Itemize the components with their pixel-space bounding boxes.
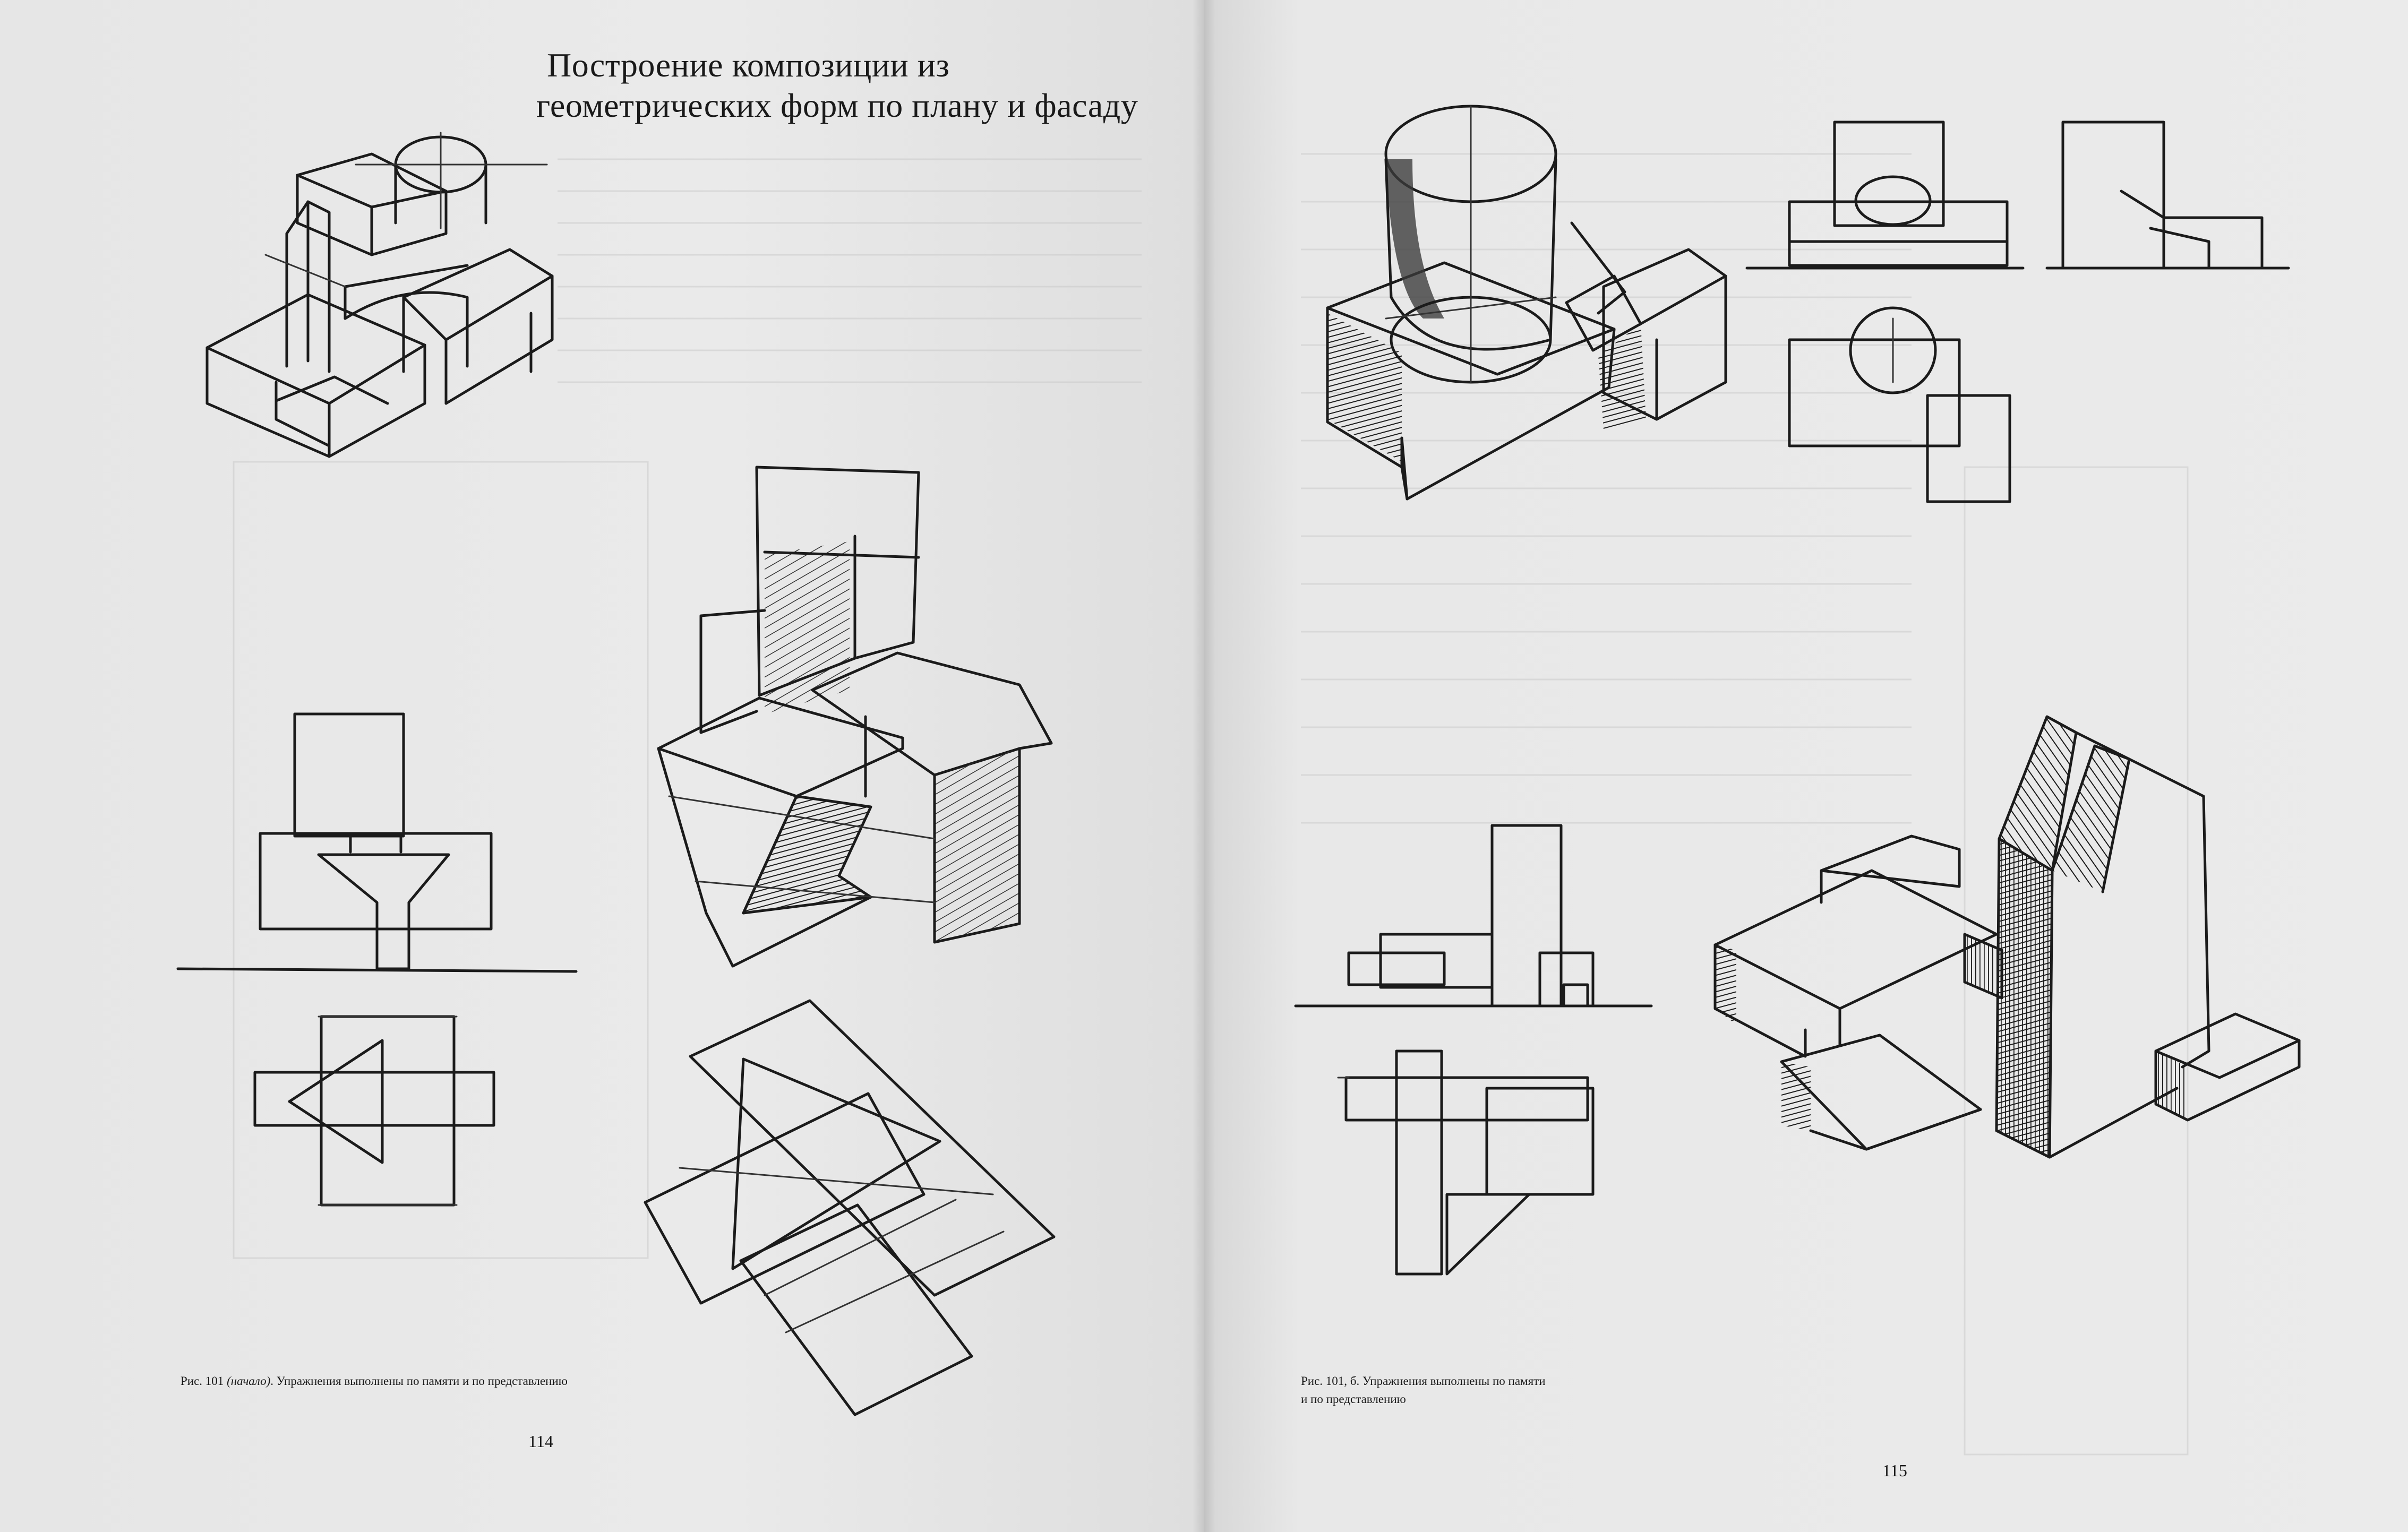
caption-prefix: Рис. 101 [181,1374,224,1388]
caption-line-1: Рис. 101, б. Упражнения выполнены по памяти [1301,1374,1546,1388]
page-number-right: 115 [1882,1461,1907,1480]
sketch-plan-3 [1789,308,2010,502]
bleed-through-left [234,159,1142,1258]
page-title-line-1: Построение композиции из [547,46,950,84]
sketch-elevation-1 [178,714,576,971]
page-number-left: 114 [528,1432,553,1451]
sketch-plan-1 [255,1017,494,1205]
sketch-axonometric-1 [207,133,552,457]
sketch-elevation-2 [1747,122,2023,268]
sketch-elevation-4 [1296,825,1651,1006]
caption-line-2: и по представлению [1301,1392,1406,1406]
figure-caption-left [181,1372,642,1390]
sketch-axonometric-2 [658,467,1051,966]
sketch-plan-4 [1338,1051,1593,1274]
caption-text: . Упражнения выполнены по памяти и по представлению [270,1374,568,1388]
page-title-line-2: геометрических форм по плану и фасаду [536,87,1138,124]
sketch-axonometric-4 [1715,717,2299,1157]
caption-italic: (начало) [227,1374,271,1388]
page-title [536,45,1184,126]
sketch-elevation-3 [2047,122,2289,268]
sketch-plan-2 [645,1001,1054,1415]
figure-caption-right [1301,1372,1726,1408]
